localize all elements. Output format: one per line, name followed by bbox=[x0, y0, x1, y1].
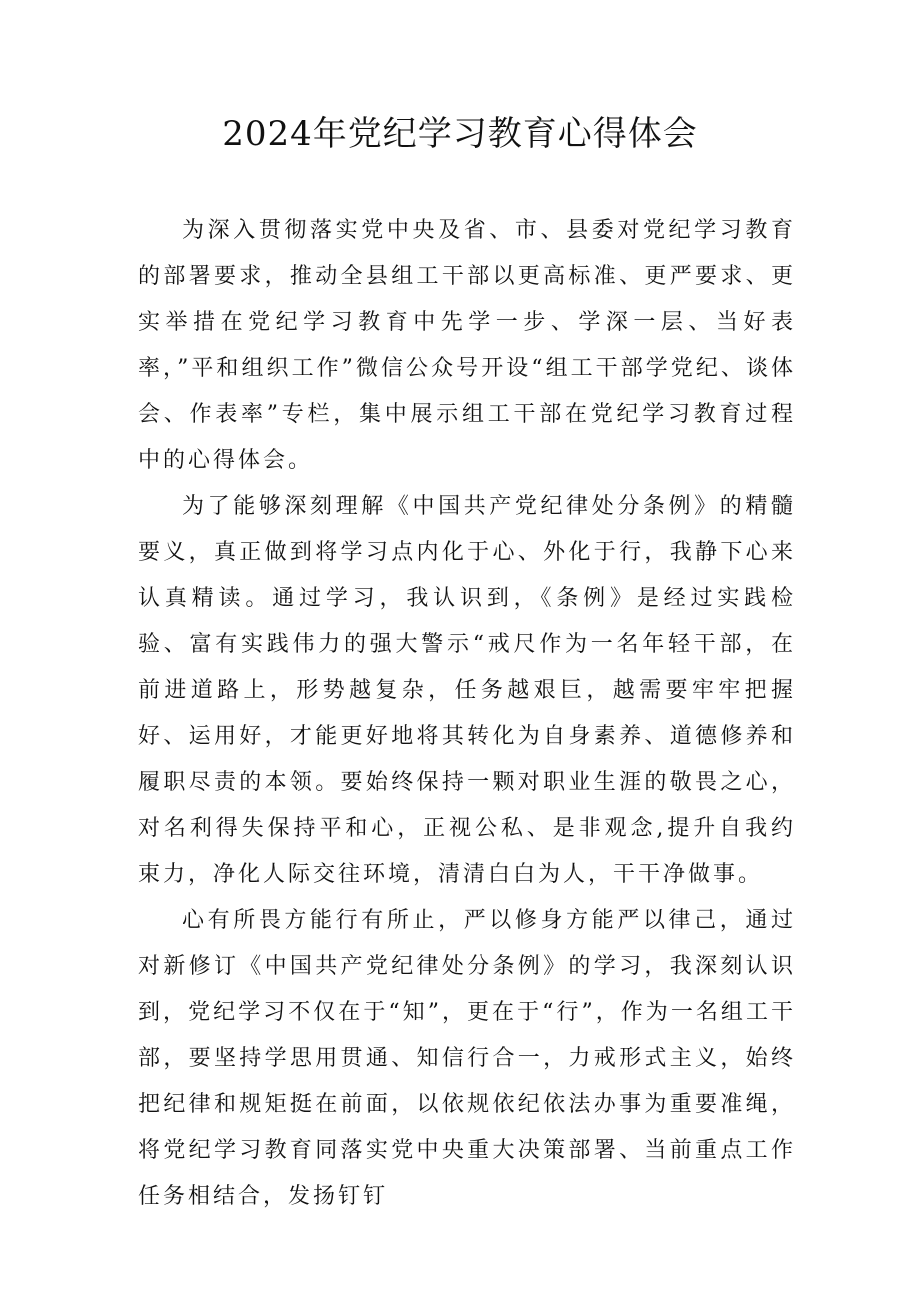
paragraph-1: 为深入贯彻落实党中央及省、市、县委对党纪学习教育的部署要求，推动全县组工干部以更高标准、更严要求、更实举措在党纪学习教育中先学一步、学深一层、当好表率，”平和组织工作”微信公众号开设“组工干部学党纪、谈体会、作表率”专栏，集中展示组工干部在党纪学习教育过程中的心得体会。 bbox=[138, 218, 796, 473]
document-title: 2024年党纪学习教育心得体会 bbox=[222, 114, 698, 154]
document-body bbox=[138, 208, 796, 1220]
paragraph-3: 心有所畏方能行有所止，严以修身方能严以律己，通过对新修订《中国共产党纪律处分条例》的学习，我深刻认识到，党纪学习不仅在于“知”，更在于“行”，作为一名组工干部，要坚持学思用贯通、知信行合一，力戒形式主义，始终把纪律和规矩挺在前面，以依规依纪依法办事为重要准绳，将党纪学习教育同落实党中央重大决策部署、当前重点工作任务相结合，发扬钉钉 bbox=[138, 908, 796, 1209]
paragraph-2: 为了能够深刻理解《中国共产党纪律处分条例》的精髓要义，真正做到将学习点内化于心、外化于行，我静下心来认真精读。通过学习，我认识到，《条例》是经过实践检验、富有实践伟力的强大警示“戒尺作为一名年轻干部，在前进道路上，形势越复杂，任务越艰巨，越需要牢牢把握好、运用好，才能更好地将其转化为自身素养、道德修养和履职尽责的本领。要始终保持一颗对职业生涯的敬畏之心，对名利得失保持平和心，正视公私、是非观念,提升自我约束力，净化人际交往环境，清清白白为人，干干净做事。 bbox=[138, 494, 796, 887]
